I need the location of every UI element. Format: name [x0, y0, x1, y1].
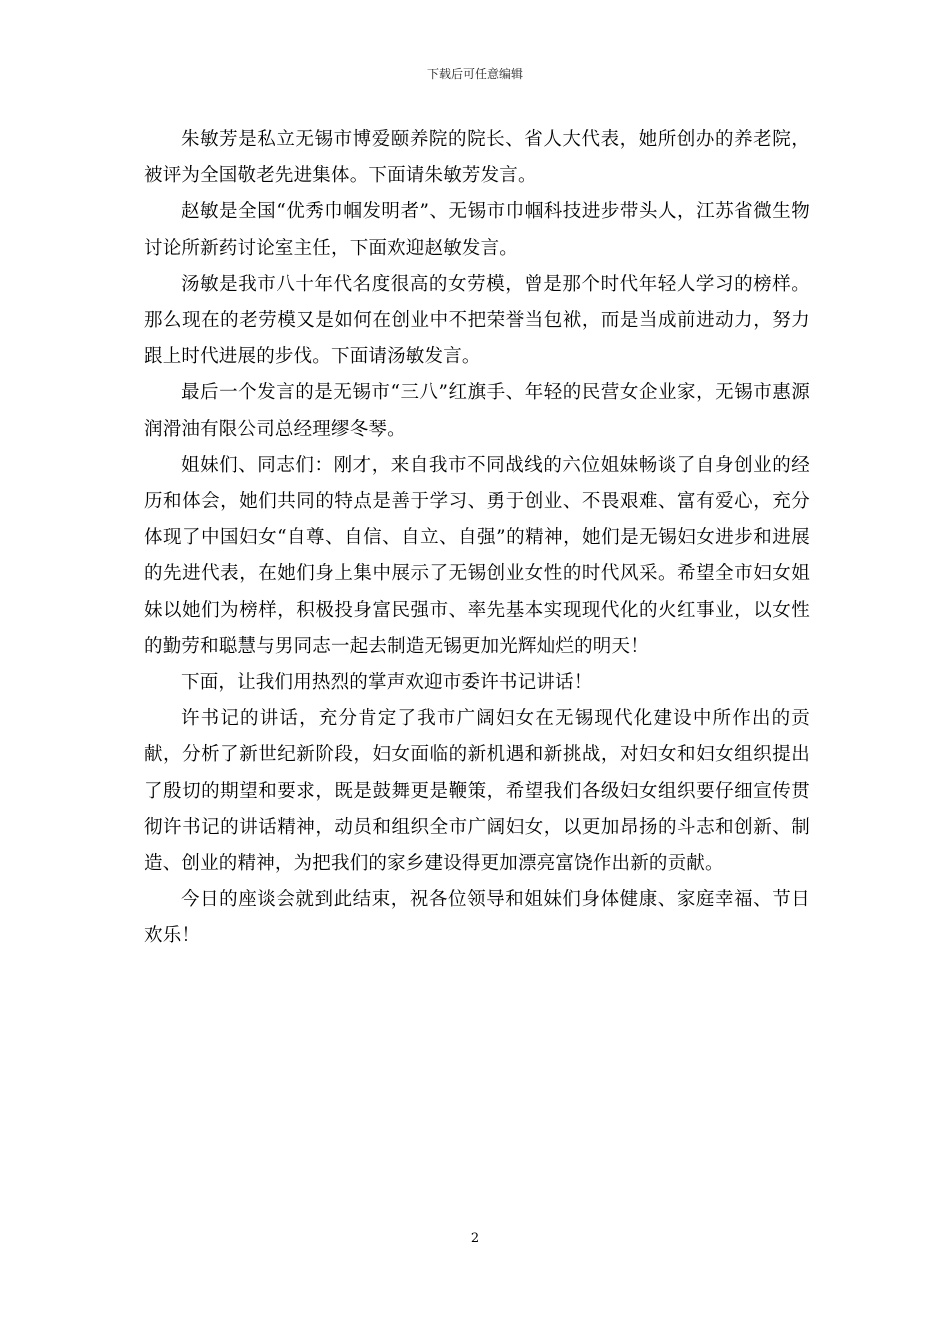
- paragraph: 汤敏是我市八十年代名度很高的女劳模，曾是那个时代年轻人学习的榜样。那么现在的老劳模又是如何在创业中不把荣誉当包袱，而是当成前进动力，努力跟上时代进展的步伐。下面请汤敏发言。: [144, 273, 810, 368]
- paragraph: 最后一个发言的是无锡市“三八”红旗手、年轻的民营女企业家，无锡市惠源润滑油有限公司总经理缪冬琴。: [144, 382, 810, 440]
- page-number: 2: [470, 1231, 480, 1246]
- paragraph: 赵敏是全国“优秀巾帼发明者”、无锡市巾帼科技进步带头人，江苏省微生物讨论所新药讨论室主任，下面欢迎赵敏发言。: [144, 201, 810, 259]
- paragraph: 朱敏芳是私立无锡市博爱颐养院的院长、省人大代表，她所创办的养老院，被评为全国敬老先进集体。下面请朱敏芳发言。: [144, 129, 810, 187]
- paragraph: 姐妹们、同志们：刚才，来自我市不同战线的六位姐妹畅谈了自身创业的经历和体会，她们共同的特点是善于学习、勇于创业、不畏艰难、富有爱心，充分体现了中国妇女“自尊、自信、自立、自强”的精神，她们是无锡妇女进步和进展的先进代表，在她们身上集中展示了无锡创业女性的时代风采。希望全市妇女姐妹以她们为榜样，积极投身富民强市、率先基本实现现代化的火红事业，以女性的勤劳和聪慧与男同志一起去制造无锡更加光辉灿烂的明天！: [144, 454, 810, 657]
- paragraph: 下面，让我们用热烈的掌声欢迎市委许书记讲话！: [181, 672, 593, 694]
- page-header: 下载后可任意编辑: [426, 67, 523, 81]
- paragraph: 今日的座谈会就到此结束，祝各位领导和姐妹们身体健康、家庭幸福、节日欢乐！: [144, 889, 810, 947]
- document-body: [144, 122, 810, 955]
- paragraph: 许书记的讲话，充分肯定了我市广阔妇女在无锡现代化建设中所作出的贡献，分析了新世纪新阶段，妇女面临的新机遇和新挑战，对妇女和妇女组织提出了殷切的期望和要求，既是鼓舞更是鞭策，希望我们各级妇女组织要仔细宣传贯彻许书记的讲话精神，动员和组织全市广阔妇女，以更加昂扬的斗志和创新、制造、创业的精神，为把我们的家乡建设得更加漂亮富饶作出新的贡献。: [144, 708, 810, 875]
